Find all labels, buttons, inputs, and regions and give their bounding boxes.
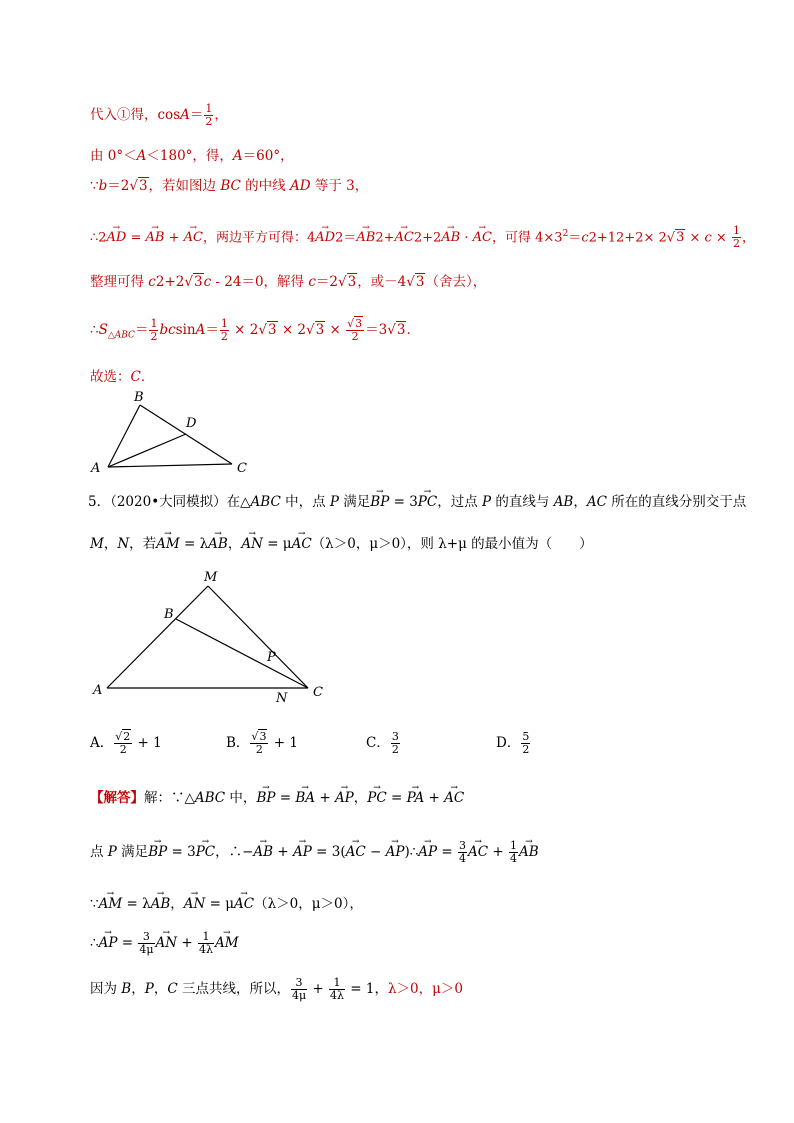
fig2-segment-MC	[208, 586, 308, 688]
fig2-label-B: B	[164, 607, 174, 622]
option-b[interactable]: B． $\frac{√3}{2}$ + 1	[226, 730, 298, 756]
answer-tag: 【解答】	[90, 790, 144, 806]
fig2-label-N: N	[276, 691, 288, 706]
answer-line-4: ∴→ AP = $\frac{3}{4\mu}$ → AN + $\frac{1}{4\lambda}$ → AM	[90, 931, 239, 956]
solution-line-6: $\therefore S_{\triangle ABC}=$ $\frac{1}{2}$ bcsinA＝ $\frac{1}{2}$ × 2√3 × 2√3 × $\frac{√3}{2}$ ＝3√3．	[90, 317, 420, 343]
fig1-label-B: B	[134, 390, 144, 405]
solution-line-2: 由 0°＜A＜180°，得，A＝60°，	[90, 148, 294, 164]
fig1-label-A: A	[91, 461, 101, 476]
fig2-segment-AM	[107, 586, 208, 688]
fig1-label-D: D	[186, 416, 197, 431]
answer-line-1: 【解答】解：∵△ABC 中，→ BP = → BA + → AP，→ PC = → PA + → AC	[90, 788, 464, 808]
option-c[interactable]: C． $\frac{3}{2}$	[366, 730, 399, 756]
answer-line-5: 因为 B，P，C 三点共线，所以， $\frac{3}{4\mu}$ + $\frac{1}{4\lambda}$ = 1，λ＞0，μ＞0	[90, 976, 463, 1002]
fig2-label-P: P	[267, 650, 276, 665]
solution-line-1: 代入①得，cosA＝ $\frac{1}{2}$ ，	[90, 102, 228, 128]
fig2-label-A: A	[93, 683, 103, 698]
problem-5-line-1: 5．（2020•大同模拟）在△ABC 中，点 P 满足→ BP = 3→ PC，过点 P 的直线与 AB，AC 所在的直线分别交于点	[88, 492, 746, 512]
option-d[interactable]: D． $\frac{5}{2}$	[496, 730, 530, 756]
solution-line-7: 故选：C．	[90, 369, 155, 385]
answer-line-2: 点 P 满足→ BP = 3→ PC，∴−→ AB + → AP = 3(→ AC − → AP)∴→ AP = $\frac{3}{4}$ → AC + $\frac{1}{4}$ → AB	[90, 840, 539, 865]
solution-line-4: ∴2→ AD = → AB + → AC，两边平方可得：4→ AD2＝→ AB2+→ AC2+2→ AB · → AC，可得 $4\times 3^2=c2+12+2\times 2√3 \times c$ × $\frac{1}{2}$ ，	[90, 224, 755, 250]
option-a[interactable]: A． $\frac{√2}{2}$ + 1	[90, 730, 162, 756]
fig2-label-C: C	[313, 685, 323, 700]
fig1-label-C: C	[237, 461, 247, 476]
solution-line-3: ∵b＝2√3，若如图边 BC 的中线 AD 等于 3，	[90, 178, 369, 194]
solution-line-5: 整理可得 c2+2√3c - 24＝0，解得 c＝2√3，或－4√3（舍去），	[90, 274, 487, 290]
problem-5-line-2: M，N，若→ AM = λ→ AB，→ AN = μ→ AC（λ＞0，μ＞0），则 λ+μ 的最小值为（ ）	[90, 534, 593, 554]
fig2-label-M: M	[204, 570, 218, 585]
answer-line-3: ∵→ AM = λ→ AB，→ AN = μ→ AC（λ＞0，μ＞0），	[90, 894, 363, 914]
fig2-segment-BC	[176, 619, 308, 688]
